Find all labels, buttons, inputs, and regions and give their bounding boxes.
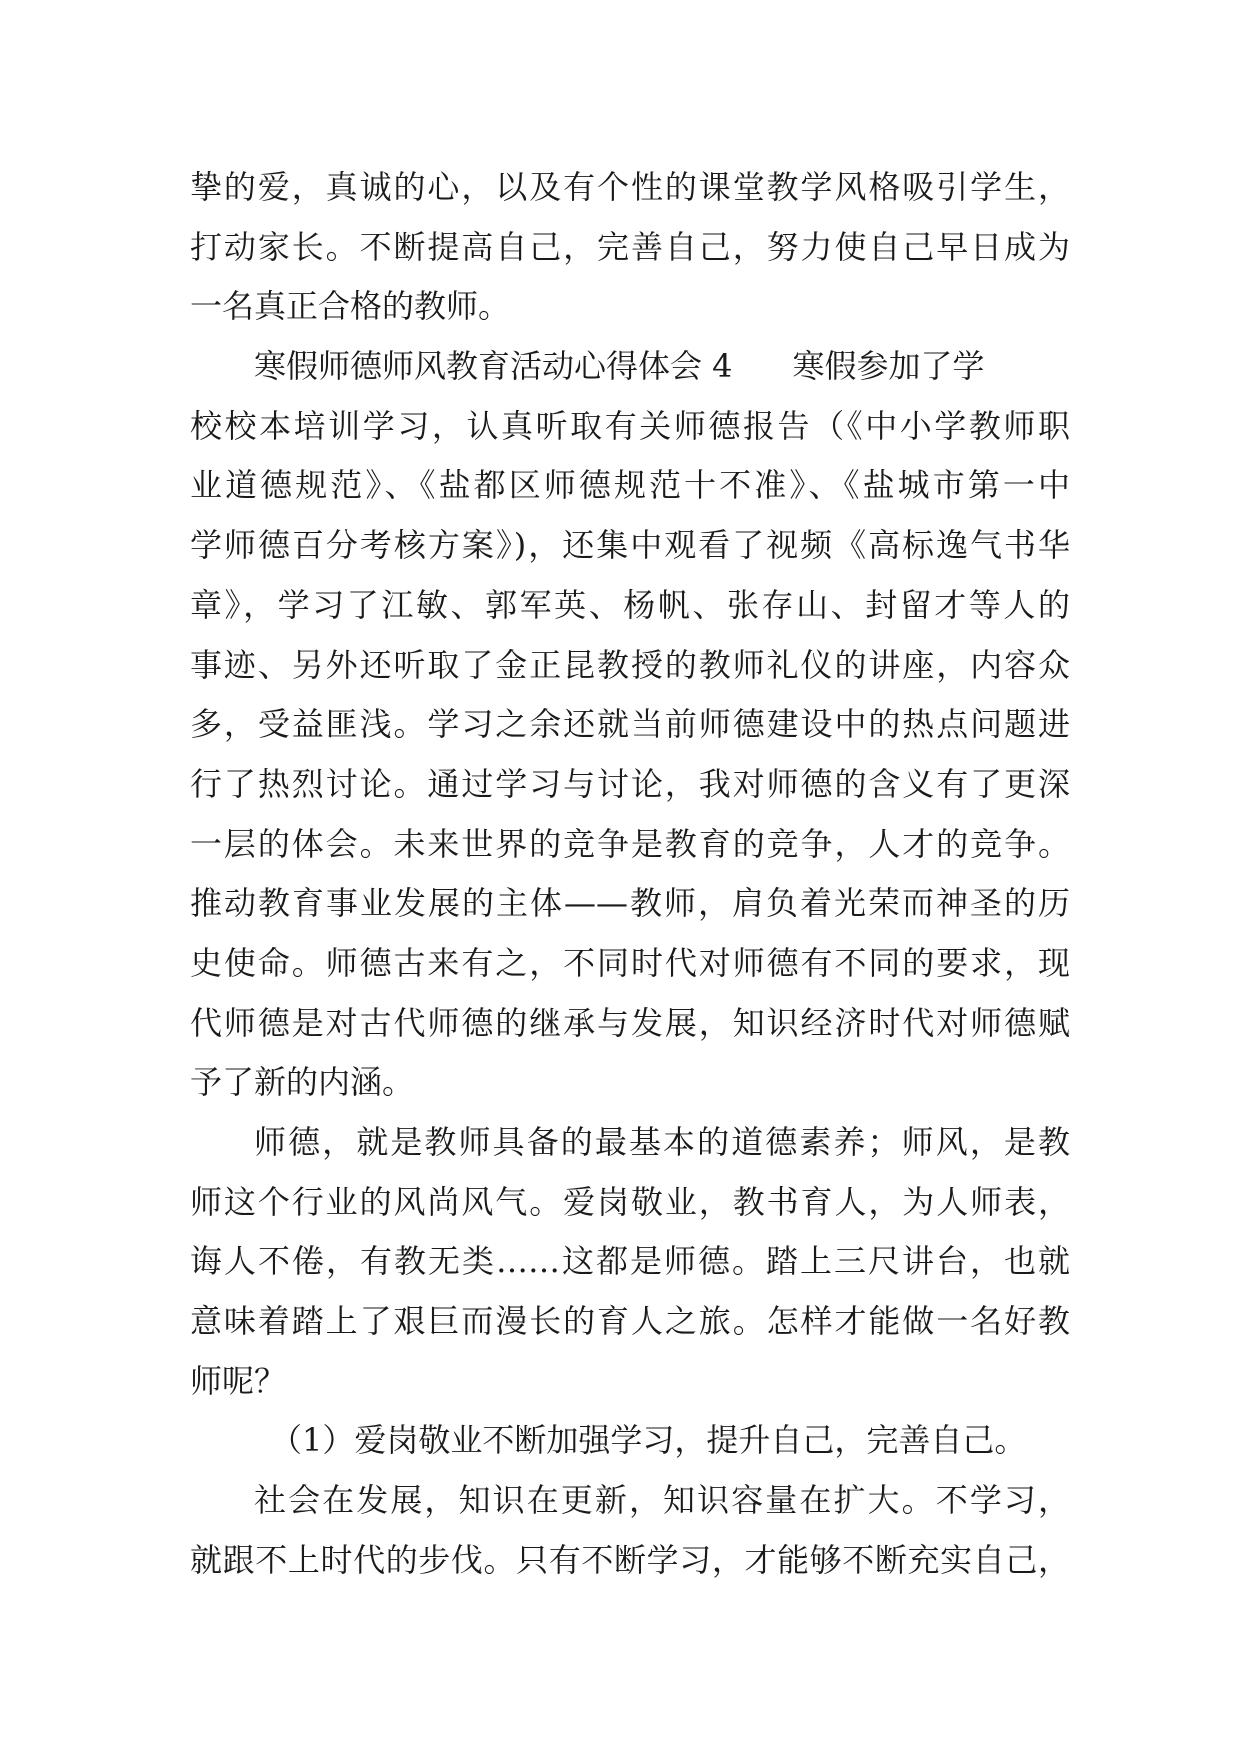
text-line: 行了热烈讨论。通过学习与讨论，我对师德的含义有了更深 [190,764,1070,803]
text-line: 一层的体会。未来世界的竞争是教育的竞争，人才的竞争。 [190,824,1070,863]
text-line: 挚的爱，真诚的心，以及有个性的课堂教学风格吸引学生， [190,168,1070,206]
text-line [190,337,1070,397]
paragraph-3 [190,1113,1070,1411]
body-text [190,158,1070,1591]
text-line: 事迹、另外还听取了金正昆教授的教师礼仪的讲座，内容众 [190,645,1070,684]
text-line: 校校本培训学习，认真听取有关师德报告（《中小学教师职 [190,406,1070,445]
text-line: 打动家长。不断提高自己，完善自己，努力使自己早日成为 [190,227,1070,266]
text-line: 师这个行业的风尚风气。爱岗敬业，教书育人，为人师表， [190,1182,1070,1221]
text-line: 就跟不上时代的步伐。只有不断学习，才能够不断充实自己， [190,1540,1070,1579]
text-line: 社会在发展，知识在更新，知识容量在扩大。不学习， [254,1481,1070,1520]
text-line: 诲人不倦，有教无类……这都是师德。踏上三尺讲台，也就 [190,1242,1070,1281]
paragraph-2 [190,337,1070,1113]
text-line: 学师德百分考核方案》)，还集中观看了视频《高标逸气书华 [190,526,1070,565]
text-line: 予了新的内涵。 [190,1063,415,1102]
section-heading: 寒假师德师风教育活动心得体会 4 [254,347,733,386]
paragraph-5 [190,1471,1070,1590]
text-line: 业道德规范》、《盐都区师德规范十不准》、《盐城市第一中 [190,466,1070,505]
paragraph-4 [190,1411,1070,1471]
text-line: 章》，学习了江敏、郭军英、杨帆、张存山、封留才等人的 [190,585,1070,624]
text-line: 意味着踏上了艰巨而漫长的育人之旅。怎样才能做一名好教 [190,1302,1070,1341]
heading-line-tail: 寒假参加了学 [792,347,985,386]
text-line: 代师德是对古代师德的继承与发展，知识经济时代对师德赋 [190,1003,1070,1042]
paragraph-1 [190,158,1070,337]
text-line: 多，受益匪浅。学习之余还就当前师德建设中的热点问题进 [190,705,1070,744]
text-line: 师德，就是教师具备的最基本的道德素养；师风，是教 [254,1123,1070,1161]
text-line: 史使命。师德古来有之，不同时代对师德有不同的要求，现 [190,943,1070,982]
text-line: 一名真正合格的教师。 [190,287,511,326]
text-line: 师呢？ [190,1361,287,1400]
numbered-point: （1）爱岗敬业不断加强学习，提升自己，完善自己。 [270,1421,1027,1460]
text-line: 推动教育事业发展的主体——教师，肩负着光荣而神圣的历 [190,884,1070,923]
